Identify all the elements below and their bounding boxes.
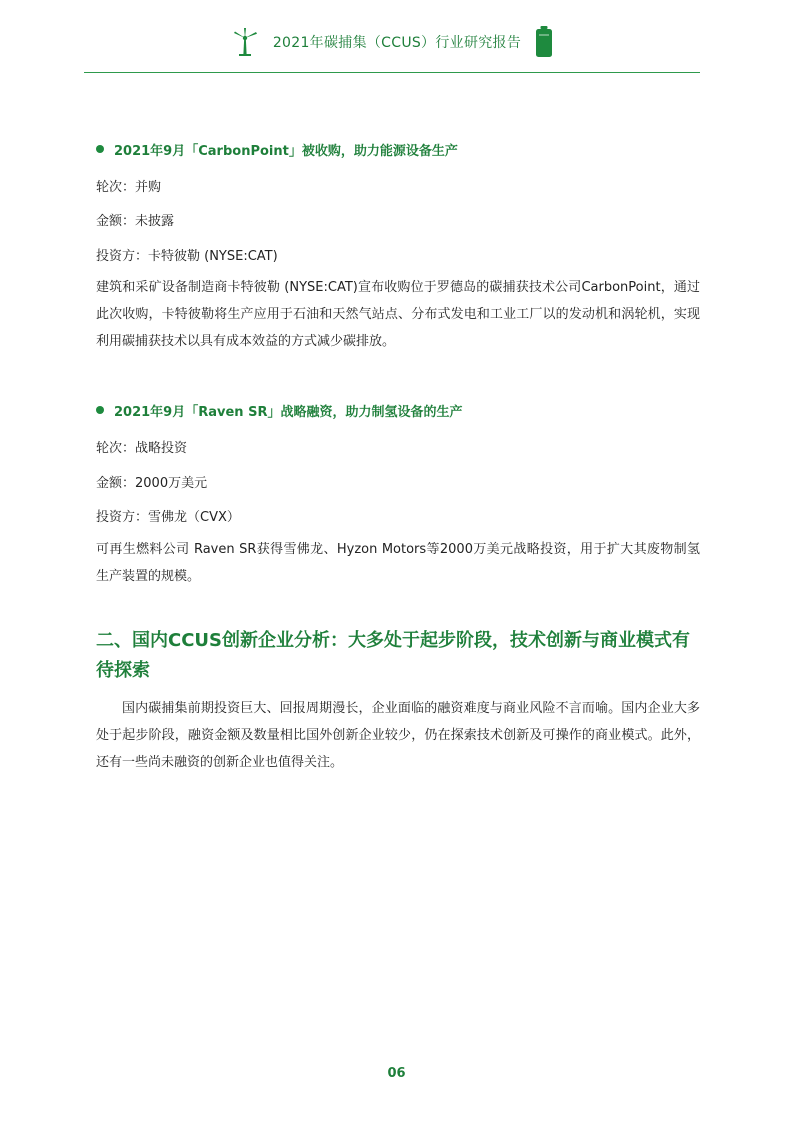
report-title: 2021年碳捕集（CCUS）行业研究报告 (272, 35, 522, 51)
page-number: 06 (387, 1066, 406, 1081)
battery-icon (535, 26, 553, 58)
deal-2-round: 轮次：战略投资 (96, 441, 188, 456)
deal-title (96, 139, 700, 159)
deal-1-title-row (96, 139, 700, 159)
deal-1-description: 建筑和采矿设备制造商卡特彼勒 (NYSE:CAT)宣布收购位于罗德岛的碳捕获技术公司CarbonPoint，通过此次收购，卡特彼勒将生产应用于石油和天然气站点、分布式发电和工业工厂以的发动机和涡轮机，实现利用碳捕获技术以具有成本效益的方式减少碳排放。 (96, 280, 700, 349)
deal-title-text: 2021年9月「Raven SR」战略融资，助力制氢设备的生产 (114, 404, 463, 420)
deal-2-amount: 金额：2000万美元 (96, 476, 208, 491)
page-header (84, 18, 700, 73)
bullet-dot-icon (96, 406, 104, 414)
deal-1-round: 轮次：并购 (96, 180, 162, 195)
bullet-dot-icon (96, 145, 104, 153)
deal-1-investor: 投资方：卡特彼勒 (NYSE:CAT) (96, 249, 278, 264)
deal-2-title-row (96, 400, 700, 420)
deal-title-text: 2021年9月「CarbonPoint」被收购，助力能源设备生产 (114, 143, 458, 159)
section-2-body: 国内碳捕集前期投资巨大、回报周期漫长，企业面临的融资难度与商业风险不言而喻。国内企业大多处于起步阶段，融资金额及数量相比国外创新企业较少，仍在探索技术创新及可操作的商业模式。此外，还有一些尚未融资的创新企业也值得关注。 (96, 701, 700, 770)
section-2-heading: 二、国内CCUS创新企业分析：大多处于起步阶段，技术创新与商业模式有待探索 (96, 630, 690, 681)
wind-turbine-icon (231, 27, 259, 57)
deal-1-amount: 金额：未披露 (96, 214, 175, 229)
deal-title (96, 400, 700, 420)
header-inner (84, 26, 700, 58)
deal-2-description: 可再生燃料公司 Raven SR获得雪佛龙、Hyzon Motors等2000万美元战略投资，用于扩大其废物制氢生产装置的规模。 (96, 542, 700, 584)
deal-2-investor: 投资方：雪佛龙（CVX） (96, 510, 240, 525)
